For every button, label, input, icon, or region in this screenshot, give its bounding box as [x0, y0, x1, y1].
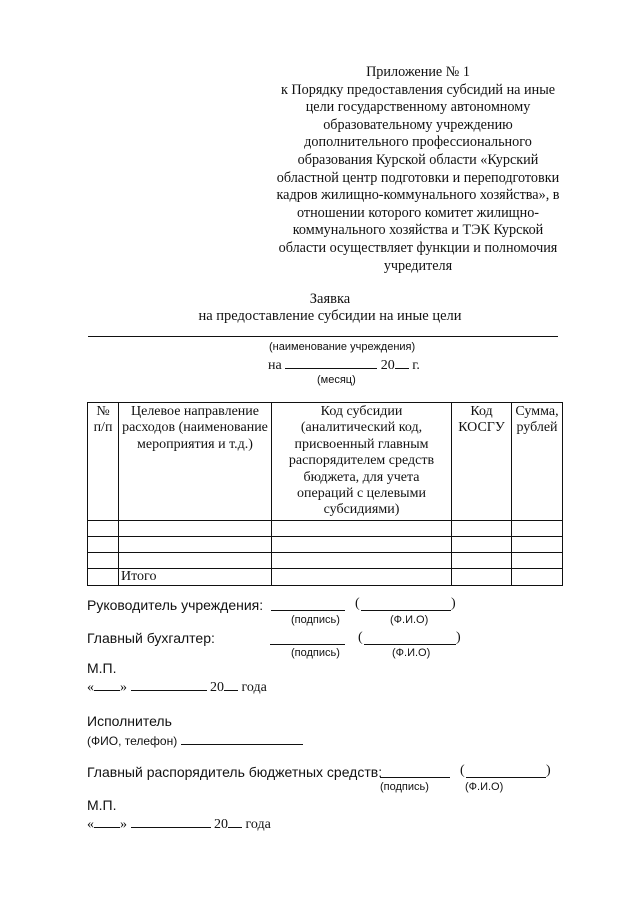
appendix-line: Приложение № 1: [366, 64, 470, 80]
year-blank: [224, 678, 238, 691]
head-fio-line: [361, 598, 451, 611]
institution-name-line: [88, 336, 558, 337]
date-line-2: « » 20 года: [87, 817, 271, 832]
appendix-line: образовательному учреждению: [323, 116, 513, 133]
accountant-fio-line: [364, 632, 456, 645]
period-year-prefix: 20: [380, 358, 395, 373]
appendix-line: областной центр подготовки и переподготовки: [276, 169, 560, 186]
header-num: № п/п: [88, 403, 119, 521]
head-signature-caption: (подпись): [291, 614, 340, 626]
executor-caption: (ФИО, телефон): [87, 734, 178, 748]
chief-disposer-signature-line: [380, 765, 450, 778]
request-subtitle: на предоставление субсидии на иные цели: [198, 308, 462, 324]
month-blank: [285, 356, 377, 369]
chief-disposer-label: Главный распорядитель бюджетных средств:: [87, 764, 383, 780]
day-blank: [94, 678, 120, 691]
chief-disposer-fio-line: [466, 765, 546, 778]
accountant-signature-line: [270, 632, 345, 645]
table-row: [88, 520, 563, 536]
appendix-line: к Порядку предоставления субсидий на иные: [280, 81, 556, 98]
executor-blank: [181, 732, 303, 745]
month-caption: (месяц): [317, 374, 356, 386]
executor-label: Исполнитель: [87, 713, 172, 729]
header-code: Код субсидии (аналитический код, присвоенный главным распорядителем средств бюджета, для учета операций с целевыми субсидиями): [272, 403, 452, 521]
chief-disposer-fio-caption: (Ф.И.О): [465, 781, 504, 793]
accountant-label: Главный бухгалтер:: [87, 630, 215, 646]
appendix-line: коммунального хозяйства и ТЭК Курской: [292, 222, 544, 239]
head-label: Руководитель учреждения:: [87, 597, 264, 613]
accountant-fio-caption: (Ф.И.О): [392, 647, 431, 659]
header-kosgu: Код КОСГУ: [452, 403, 512, 521]
appendix-line: образования Курской области «Курский: [297, 151, 539, 168]
appendix-header: [262, 64, 574, 275]
accountant-fio-open-paren: (: [358, 630, 363, 645]
stamp-label: М.П.: [87, 660, 117, 676]
period-year-suffix: г.: [412, 358, 420, 373]
head-fio-close-paren: ): [451, 596, 456, 611]
appendix-line: дополнительного профессионального: [304, 134, 532, 151]
head-signature-line: [271, 598, 345, 611]
executor-line: [87, 732, 303, 748]
head-fio-caption: (Ф.И.О): [390, 614, 429, 626]
table-row: [88, 536, 563, 552]
table-row: [88, 552, 563, 568]
date-line: « » 20 года: [87, 680, 267, 695]
appendix-line: цели государственному автономному: [305, 99, 531, 116]
period-line: [268, 356, 420, 374]
chief-disposer-fio-open-paren: (: [460, 763, 465, 778]
year-blank: [228, 815, 242, 828]
institution-caption: (наименование учреждения): [269, 341, 416, 353]
chief-disposer-fio-close-paren: ): [546, 763, 551, 778]
total-label: Итого: [119, 568, 272, 585]
request-title: Заявка: [309, 291, 351, 307]
table-header-row: [88, 403, 563, 521]
stamp-label-2: М.П.: [87, 797, 117, 813]
head-fio-open-paren: (: [355, 596, 360, 611]
appendix-line: учредителя: [383, 257, 453, 274]
year-blank: [395, 356, 409, 369]
day-blank: [94, 815, 120, 828]
header-sum: Сумма, рублей: [512, 403, 563, 521]
month-blank: [131, 815, 211, 828]
appendix-line: отношении которого комитет жилищно-: [296, 204, 540, 221]
chief-disposer-signature-caption: (подпись): [380, 781, 429, 793]
appendix-line: области осуществляет функции и полномочия: [278, 239, 558, 256]
month-blank: [131, 678, 207, 691]
appendix-line: кадров жилищно-коммунального хозяйства», в: [276, 187, 560, 204]
period-on-label: на: [268, 358, 282, 373]
header-direction: Целевое направление расходов (наименование мероприятия и т.д.): [119, 403, 272, 521]
subsidy-table: [87, 402, 563, 586]
accountant-fio-close-paren: ): [456, 630, 461, 645]
table-total-row: [88, 568, 563, 585]
accountant-signature-caption: (подпись): [291, 647, 340, 659]
